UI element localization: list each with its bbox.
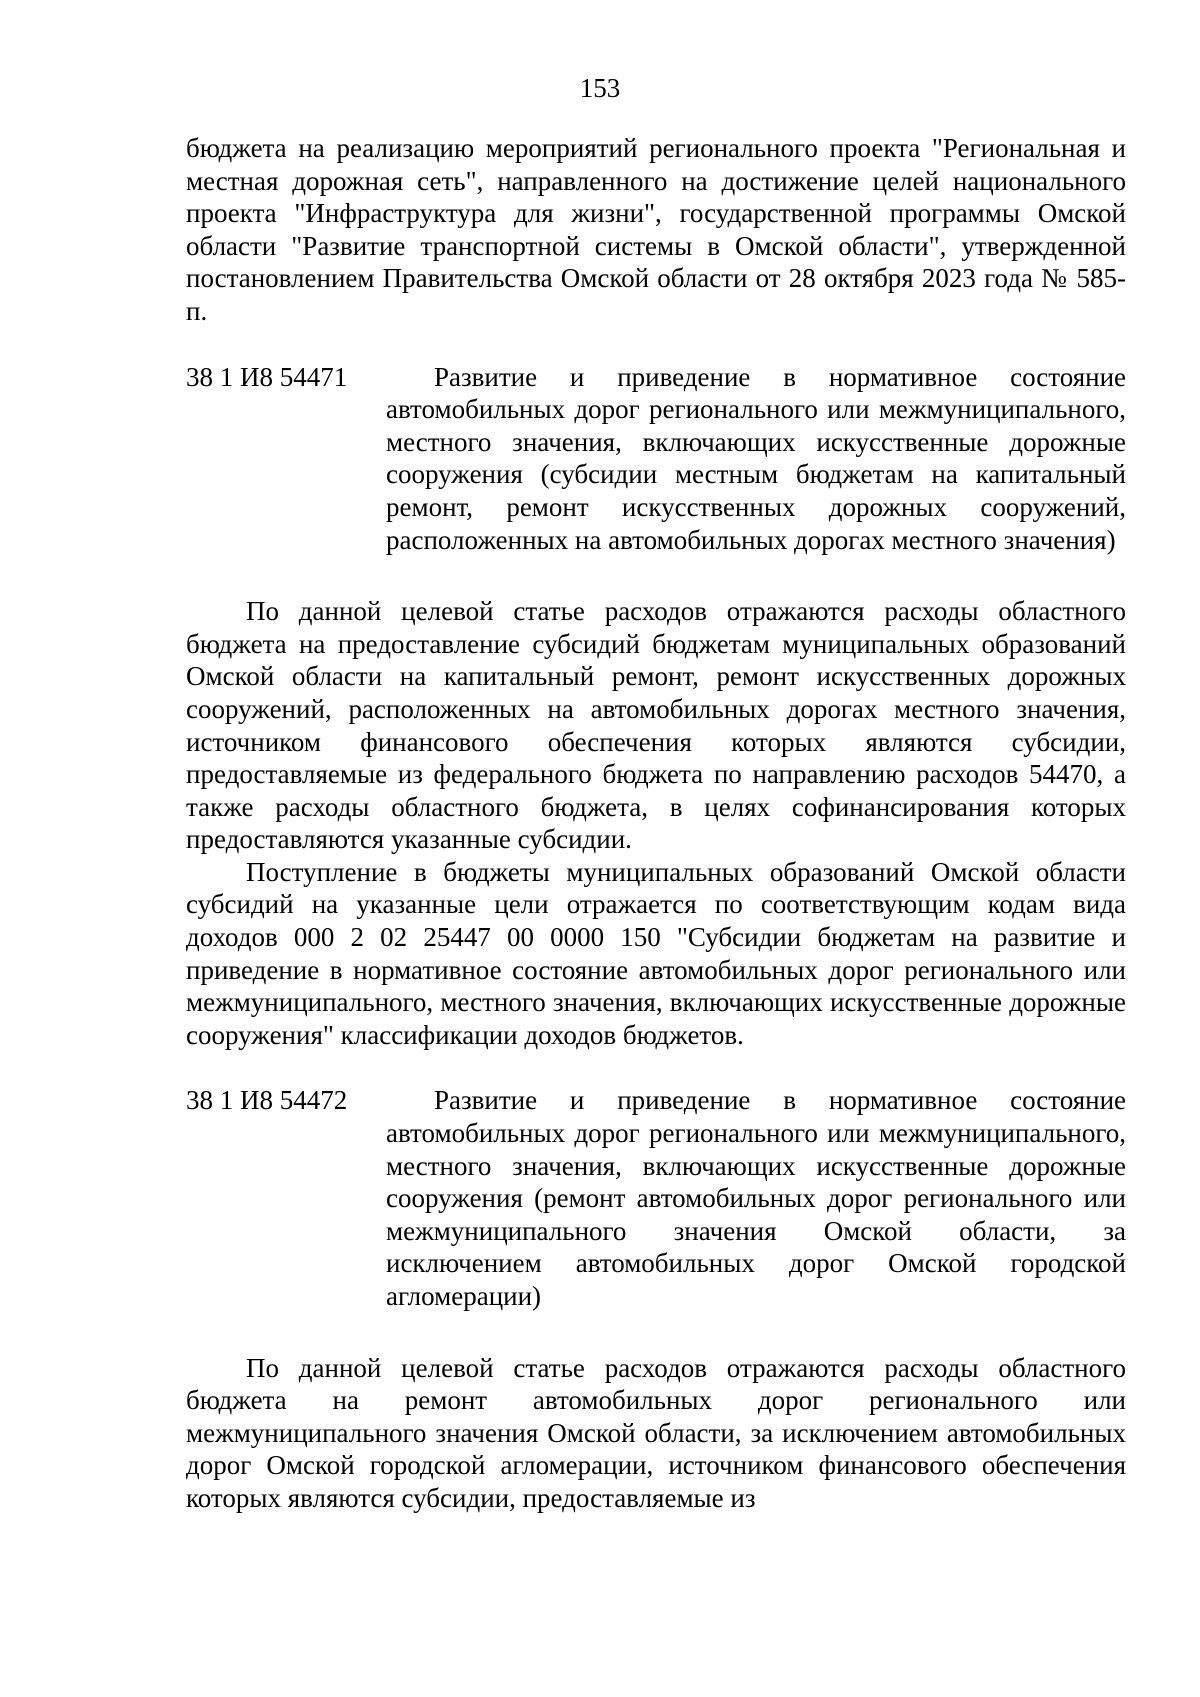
spacer <box>186 1051 1126 1084</box>
page-number: 153 <box>579 73 621 103</box>
spacer <box>186 556 1126 595</box>
entry-code: 38 1 И8 54472 <box>186 1085 348 1116</box>
entry-title: Развитие и приведение в нормативное состояние автомобильных дорог регионального или межмуниципального, местного значения, включающих искусственные дорожные сооружения (ремонт автомобильных дорог регионального или межмуниципального значения Омской области, за исключением автомобильных дорог Омской городской агломерации) <box>386 1085 1126 1311</box>
spacer <box>186 1313 1126 1352</box>
entry-code: 38 1 И8 54471 <box>186 361 348 392</box>
intro-paragraph: бюджета на реализацию мероприятий регионального проекта "Региональная и местная дорожная сеть", направленного на достижение целей национального проекта "Инфраструктура для жизни", государственной программы Омской области "Развитие транспортной системы в Омской области", утвержденной постановлением Правительства Омской области от 28 октября 2023 года № 585-п. <box>186 133 1126 326</box>
entry-54471-paragraph-1: По данной целевой статье расходов отражаются расходы областного бюджета на предоставление субсидий бюджетам муниципальных образований Омской области на капитальный ремонт, ремонт искусственных дорожных сооружений, расположенных на автомобильных дорогах местного значения, источником финансового обеспечения которых являются субсидии, предоставляемые из федерального бюджета по направлению расходов 54470, а также расходы областного бюджета, в целях софинансирования которых предоставляются указанные субсидии. <box>186 596 1126 855</box>
entry-54472-paragraph-1: По данной целевой статье расходов отражаются расходы областного бюджета на ремонт автомобильных дорог регионального или межмуниципального значения Омской области, за исключением автомобильных дорог Омской городской агломерации, источником финансового обеспечения которых являются субсидии, предоставляемые из <box>186 1352 1126 1513</box>
spacer <box>186 328 1126 361</box>
budget-entry-54472 <box>186 1084 1126 1312</box>
budget-entry-54471 <box>186 361 1126 557</box>
entry-54471-paragraph-2: Поступление в бюджеты муниципальных образований Омской области субсидий на указанные цели отражается по соответствующим кодам вида доходов 000 2 02 25447 00 0000 150 "Субсидии бюджетам на развитие и приведение в нормативное состояние автомобильных дорог регионального или межмуниципального, местного значения, включающих искусственные дорожные сооружения" классификации доходов бюджетов. <box>186 856 1126 1050</box>
entry-title: Развитие и приведение в нормативное состояние автомобильных дорог регионального или межмуниципального, местного значения, включающих искусственные дорожные сооружения (субсидии местным бюджетам на капитальный ремонт, ремонт искусственных дорожных сооружений, расположенных на автомобильных дорогах местного значения) <box>386 361 1126 555</box>
document-body <box>186 132 1126 1515</box>
